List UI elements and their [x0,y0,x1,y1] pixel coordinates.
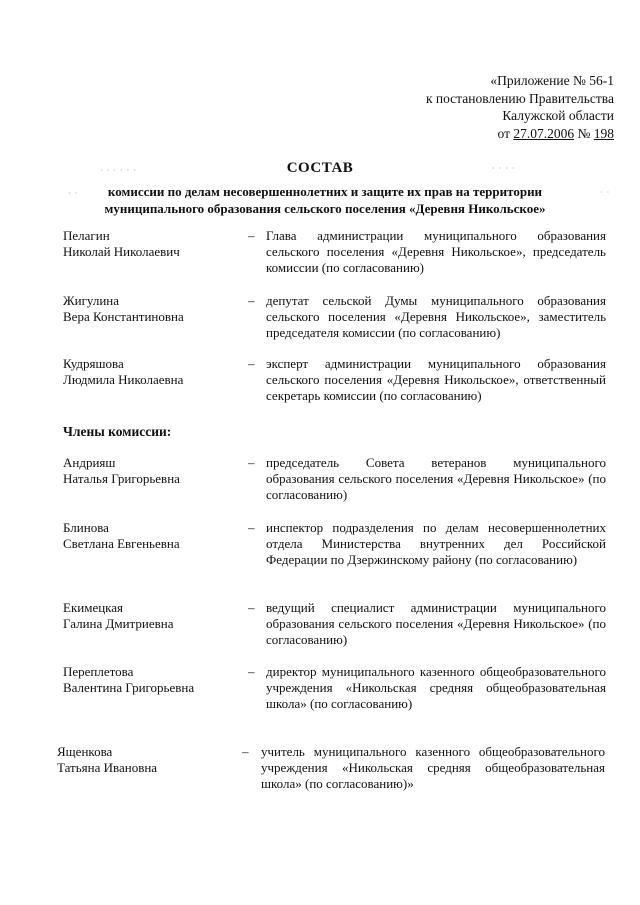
region-line: Калужской области [502,108,614,123]
resolution-line: к постановлению Правительства [425,90,614,106]
surname: Екимецкая [63,600,124,615]
page-subtitle [60,183,590,217]
position-description: инспектор подразделения по делам несовершеннолетних отдела Министерства внутренних дел Российской Федерации по Дзержинскому району (по согласованию) [266,520,606,567]
date-prefix: от [497,125,514,141]
subtitle-line-2: муниципального образования сельского поселения «Деревня Никольское» [104,201,546,216]
document-header [426,72,614,142]
given-name: Вера Константиновна [63,309,184,324]
given-name: Наталья Григорьевна [63,471,180,486]
surname: Блинова [63,520,109,535]
position-description: председатель Совета ветеранов муниципального образования сельского поселения «Деревня Никольское» (по согласованию) [266,455,606,502]
resolution-number: 198 [593,125,614,141]
person-name [63,455,243,487]
page-title: СОСТАВ [286,160,354,176]
given-name: Галина Дмитриевна [63,616,174,631]
person-name [63,228,243,260]
surname: Андрияш [63,455,116,470]
scan-artifact: · · · · [492,164,516,173]
surname: Жигулина [63,293,120,308]
resolution-date: 27.07.2006 [513,125,575,141]
position-description: эксперт администрации муниципального образования сельского поселения «Деревня Никольское», ответственный секретарь комиссии (по согласованию) [266,356,606,403]
given-name: Татьяна Ивановна [57,760,158,775]
dash-separator: – [248,293,255,308]
person-name [63,600,243,632]
dash-separator: – [248,356,255,371]
members-heading: Члены комиссии: [63,424,172,439]
person-name [57,744,237,776]
dash-separator: – [248,455,255,470]
number-sign: № [574,125,594,141]
appendix-line: «Приложение № 56-1 [490,73,614,88]
given-name: Николай Николаевич [63,244,180,259]
surname: Переплетова [63,664,134,679]
position-description: учитель муниципального казенного общеобразовательного учреждения «Никольская средняя общеобразовательная школа» (по согласованию)» [261,744,605,791]
position-description: ведущий специалист администрации муниципального образования сельского поселения «Деревня Никольское» (по согласованию) [266,600,606,647]
given-name: Людмила Николаевна [63,372,184,387]
person-name [63,664,243,696]
scan-artifact: · · [68,189,79,198]
surname: Ященкова [57,744,113,759]
person-name [63,520,243,552]
dash-separator: – [248,520,255,535]
scan-artifact: · · · · · · [100,166,137,175]
person-name [63,356,243,388]
scan-artifact: · · [600,188,611,197]
given-name: Валентина Григорьевна [63,680,195,695]
dash-separator: – [248,228,255,243]
date-line [426,125,614,143]
dash-separator: – [242,744,249,759]
subtitle-line-1: комиссии по делам несовершеннолетних и защите их прав на территории [107,184,543,199]
dash-separator: – [248,664,255,679]
position-description: депутат сельской Думы муниципального образования сельского поселения «Деревня Никольское», заместитель председателя комиссии (по согласованию) [266,293,606,340]
given-name: Светлана Евгеньевна [63,536,180,551]
position-description: Глава администрации муниципального образования сельского поселения «Деревня Никольское», председатель комиссии (по согласованию) [266,228,606,275]
dash-separator: – [248,600,255,615]
person-name [63,293,243,325]
surname: Пелагин [63,228,110,243]
position-description: директор муниципального казенного общеобразовательного учреждения «Никольская средняя общеобразовательная школа» (по согласованию) [266,664,606,711]
surname: Кудряшова [63,356,124,371]
